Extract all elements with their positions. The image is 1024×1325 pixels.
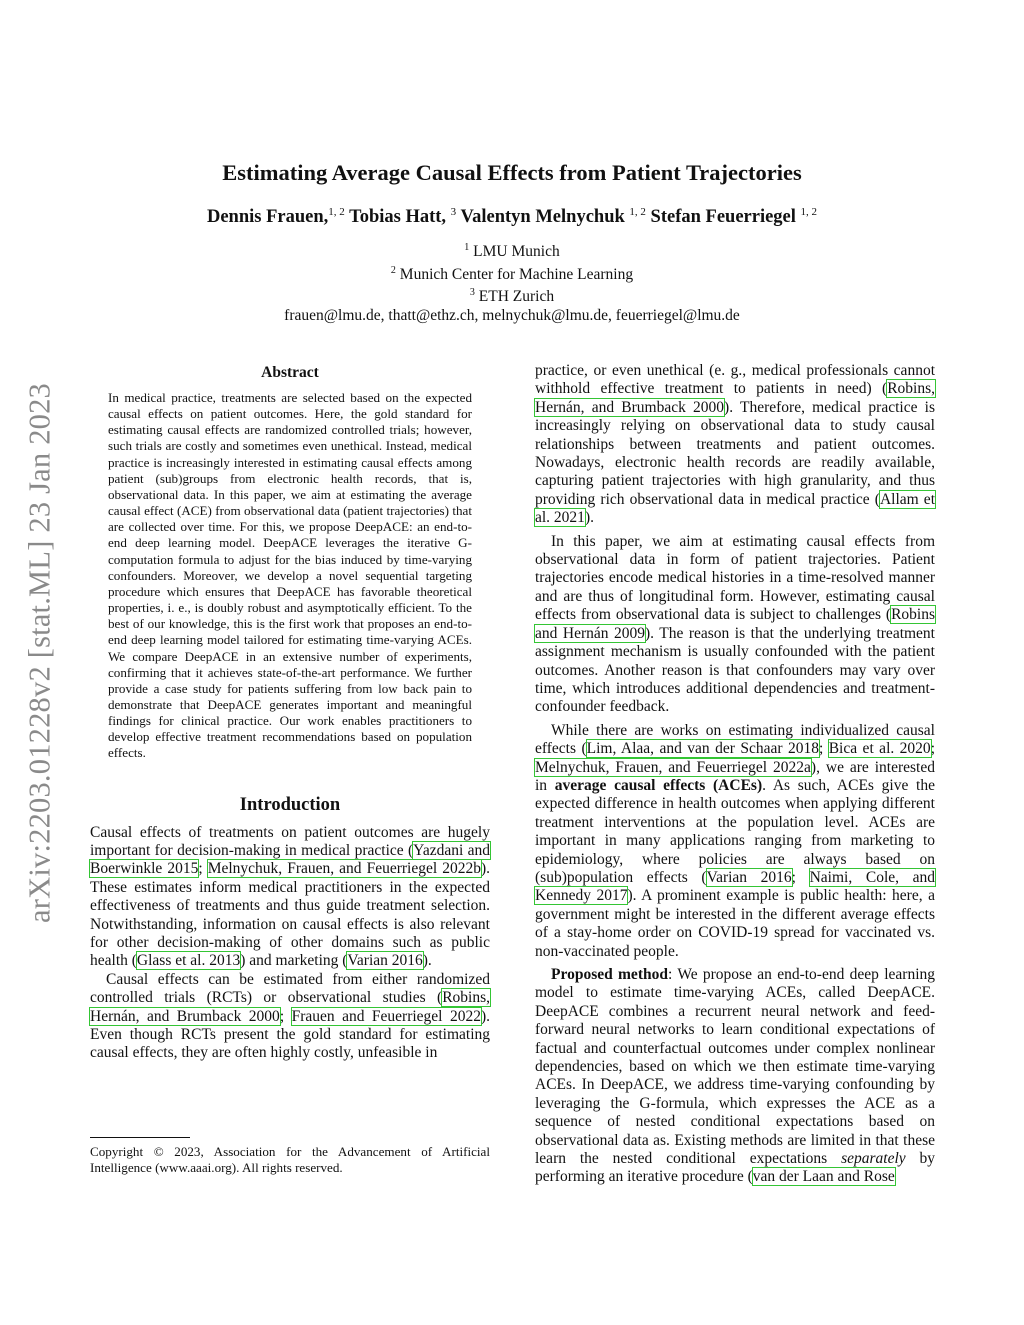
- arxiv-identifier: arXiv:2203.01228v2 [stat.ML] 23 Jan 2023: [22, 383, 57, 923]
- citation-link[interactable]: Melnychuk, Frauen, and Feuerriegel 2022a: [535, 758, 811, 776]
- citation-link[interactable]: van der Laan and Rose: [752, 1168, 895, 1186]
- paper-title: Estimating Average Causal Effects from Patient Trajectories: [222, 160, 802, 185]
- author-name: Tobias Hatt,: [349, 207, 447, 228]
- copyright-footnote: [90, 1137, 490, 1176]
- emphasis: separately: [841, 1150, 906, 1168]
- intro-paragraph: Causal effects of treatments on patient outcomes are hugely important for decision-making in medical practice (Yazdani and Boerwinkle 2015; Melnychuk, Frauen, and Feuerriegel 2022b). These estimates inform medical practitioners in the expected effectiveness of treatments and thus guide treatment selection. Notwithstanding, information on causal effects is also relevant for other decision-making of other domains such as public health (Glass et al. 2013) and marketing (Varian 2016).: [90, 823, 491, 970]
- citation-link[interactable]: Robins, Hernán, and Brumback 2000: [535, 380, 935, 416]
- footnote-rule: [90, 1137, 190, 1138]
- affiliation-line: [0, 284, 1024, 307]
- affiliation-name: Munich Center for Machine Learning: [399, 265, 634, 283]
- arxiv-sidebar: [14, 348, 66, 958]
- author-affiliation-marker: 1, 2: [800, 206, 818, 218]
- citation-link[interactable]: Robins, Hernán, and Brumback 2000: [90, 989, 490, 1025]
- body-paragraph: While there are works on estimating individualized causal effects (Lim, Alaa, and van der Schaar 2018; Bica et al. 2020; Melnychuk, Frauen, and Feuerriegel 2022a), we are interested in average causal effects (ACEs). As such, ACEs give the expected difference in health outcomes when applying different treatment interventions at the population level. ACEs are important in many applications ranging from marketing to epidemiology, where policies are always based on (sub)population effects (Varian 2016; Naimi, Cole, and Kennedy 2017). A prominent example is public health: here, a government might be interested in the different average effects of a stay-home order on COVID-19 spread for vaccinated vs. non-vaccinated people.: [535, 721, 936, 960]
- citation-link[interactable]: Robins and Hernán 2009: [535, 606, 935, 642]
- author-affiliation-marker: 1, 2: [328, 206, 345, 218]
- paragraph-lead: Proposed method: [551, 966, 668, 983]
- citation-link[interactable]: Melnychuk, Frauen, and Feuerriegel 2022b: [207, 860, 481, 878]
- author-name: Dennis Frauen,: [206, 207, 329, 228]
- intro-paragraph: Causal effects can be estimated from either randomized controlled trials (RCTs) or observational studies (Robins, Hernán, and Brumback 2000; Frauen and Feuerriegel 2022). Even though RCTs present the gold standard for estimating causal effects, they are often highly costly, unfeasible in: [90, 970, 490, 1062]
- right-column: [535, 362, 935, 1187]
- citation-link[interactable]: Glass et al. 2013: [136, 952, 241, 970]
- citation-link[interactable]: Yazdani and Boerwinkle 2015: [90, 842, 491, 878]
- affiliation-name: LMU Munich: [473, 243, 560, 261]
- affiliation-line: [0, 239, 1024, 262]
- author-name: Stefan Feuerriegel: [650, 207, 796, 228]
- citation-link[interactable]: Naimi, Cole, and Kennedy 2017: [535, 868, 936, 905]
- affiliation-block: [0, 239, 1024, 325]
- affiliation-name: ETH Zurich: [478, 288, 555, 306]
- body-paragraph: Proposed method: We propose an end-to-end deep learning model to estimate time-varying ACEs, called DeepACE. DeepACE combines a recurrent neural network and feed-forward neural networks to learn conditional expectations of factual and counterfactual outcomes under complex nonlinear dependencies, based on which we then estimate time-varying ACEs. In DeepACE, we address time-varying confounding by leveraging the G-formula, which expresses the ACE as a sequence of nested conditional expectations based on observational data as. Existing methods are limited in that these learn the nested conditional expectations separately by performing an iterative procedure (van der Laan and Rose: [535, 966, 936, 1186]
- copyright-text: Copyright © 2023, Association for the Advancement of Artificial Intelligence (www.aaai.org). All rights reserved.: [90, 1144, 490, 1176]
- citation-link[interactable]: Varian 2016: [347, 952, 423, 970]
- body-paragraph: In this paper, we aim at estimating causal effects from observational data in form of patient trajectories. Patient trajectories encode medical histories in a time-resolved manner and are thus of longitudinal form. However, estimating causal effects from observational data is subject to challenges (Robins and Hernán 2009). The reason is that the underlying treatment assignment mechanism is usually confounded with the patient outcomes. Another reason is that confounders may vary over time, which introduces additional dependencies and treatment-confounder feedback.: [535, 532, 935, 716]
- citation-link[interactable]: Allam et al. 2021: [535, 490, 935, 527]
- author-affiliation-marker: 1, 2: [629, 206, 646, 218]
- body-paragraph: practice, or even unethical (e. g., medical professionals cannot withhold effective treatment to patients in need) (Robins, Hernán, and Brumback 2000). Therefore, medical practice is increasingly relying on observational data to study causal relationships between treatments and patient outcomes. Nowadays, electronic health records are readily available, capturing patient trajectories with high granularity, and thus providing rich observational data in medical practice (Allam et al. 2021).: [535, 362, 935, 527]
- abstract-body: In medical practice, treatments are selected based on the expected causal effects on patient outcomes. Here, the gold standard for estimating causal effects are randomized controlled trials; however, such trials are costly and sometimes even unethical. Instead, medical practice is increasingly interested in estimating causal effects among patient (sub)groups from electronic health records, that is, observational data. In this paper, we aim at estimating the average causal effect (ACE) from observational data (patient trajectories) that are collected over time. For this, we propose DeepACE: an end-to-end deep learning model. DeepACE leverages the iterative G-computation formula to adjust for the bias induced by time-varying confounders. Moreover, we develop a novel sequential targeting procedure which ensures that DeepACE has favorable theoretical properties, i. e., is doubly robust and asymptotically efficient. To the best of our knowledge, this is the first work that proposes an end-to-end deep learning model tailored for estimating time-varying ACEs. We compare DeepACE in an extensive number of experiments, confirming that it achieves state-of-the-art performance. We further provide a case study for patients suffering from low back pain to demonstrate that DeepACE generates important and meaningful findings for clinical practice. Our work enables practitioners to develop effective treatment recommendations based on population effects.: [108, 390, 472, 761]
- author-name: Valentyn Melnychuk: [460, 207, 625, 228]
- citation-link[interactable]: Bica et al. 2020: [828, 740, 931, 758]
- affiliation-marker: 1: [464, 242, 470, 253]
- left-column: [90, 364, 490, 1063]
- author-emails: frauen@lmu.de, thatt@ethz.ch, melnychuk@lmu.de, feuerriegel@lmu.de: [284, 306, 740, 324]
- abstract-heading: Abstract: [261, 364, 319, 381]
- citation-link[interactable]: Lim, Alaa, and van der Schaar 2018: [586, 740, 819, 758]
- author-affiliation-marker: 3: [450, 206, 457, 218]
- citation-link[interactable]: Frauen and Feuerriegel 2022: [291, 1007, 481, 1025]
- citation-link[interactable]: Varian 2016: [706, 868, 792, 886]
- affiliation-marker: 3: [469, 287, 475, 299]
- author-list: [0, 206, 1024, 228]
- introduction-heading: Introduction: [239, 794, 341, 815]
- bold-term: average causal effects (ACEs): [554, 776, 763, 794]
- affiliation-marker: 2: [390, 264, 396, 276]
- affiliation-line: [0, 262, 1024, 285]
